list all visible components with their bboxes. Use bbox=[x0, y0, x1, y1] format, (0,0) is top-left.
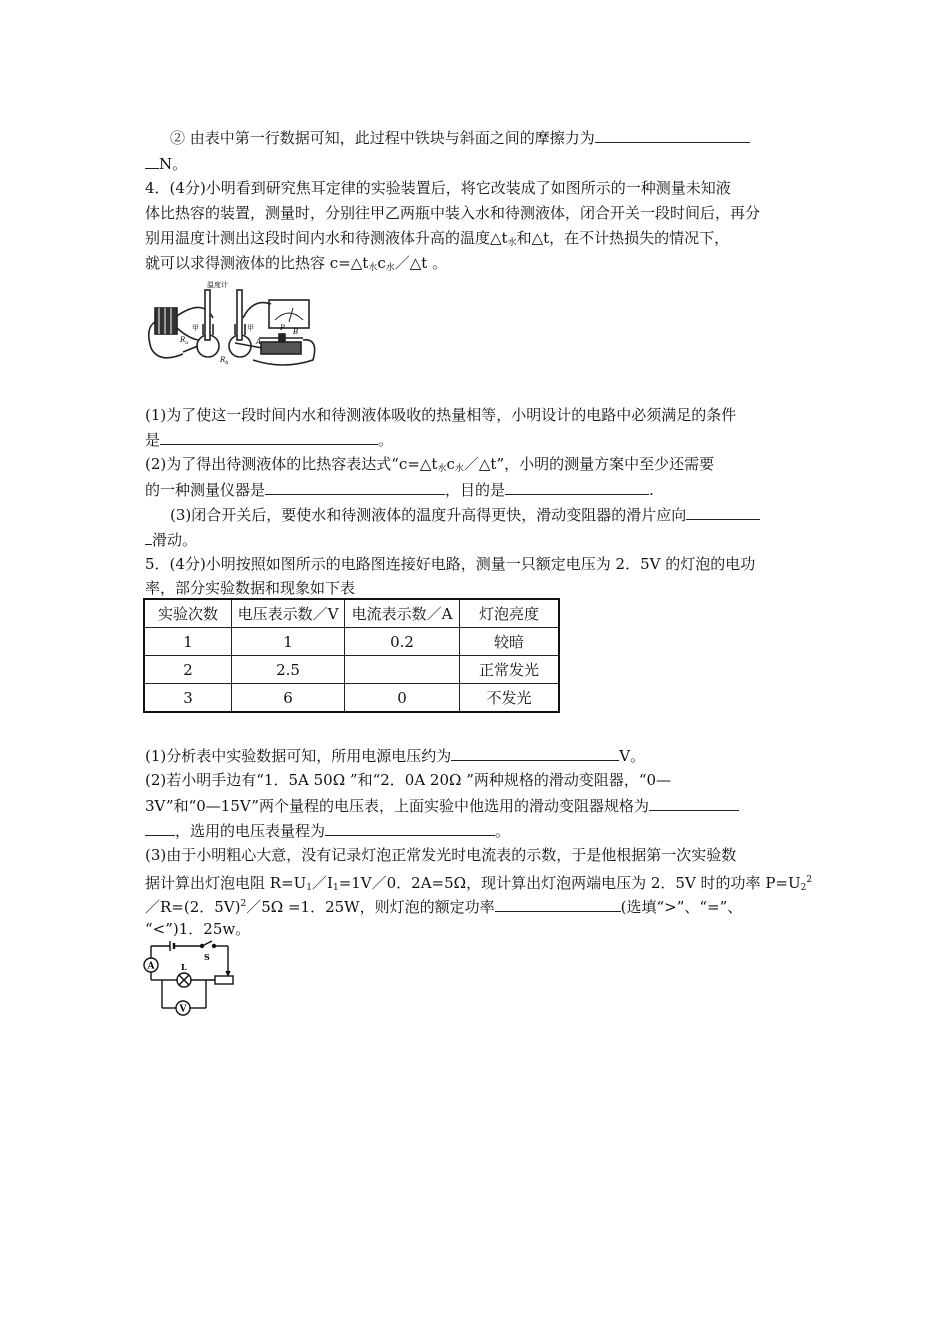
q4-stem-line2: 体比热容的装置，测量时，分别往甲乙两瓶中装入水和待测液体，闭合开关一段时间后，再分 bbox=[145, 204, 761, 222]
q4-part1-line1: (1)为了使这一段时间内水和待测液体吸收的热量相等，小明设计的电路中必须满足的条件 bbox=[145, 406, 737, 424]
table-cell: 2 bbox=[144, 656, 232, 684]
switch-label: S bbox=[204, 952, 210, 962]
q4-stem-line4: 就可以求得测液体的比热容 $c=\triangle t_水c_水/\triangle t$ 。 bbox=[145, 254, 448, 273]
table-cell: 6 bbox=[232, 684, 345, 713]
table-header: 电压表示数／V bbox=[232, 599, 345, 628]
q4-part2-line2: 的一种测量仪器是 ，目的是 . bbox=[145, 481, 654, 499]
table-cell bbox=[345, 656, 460, 684]
answer-blank[interactable] bbox=[160, 429, 378, 445]
answer-blank[interactable] bbox=[686, 504, 760, 520]
table-header-row bbox=[144, 599, 559, 628]
q5-stem-line2: 率，部分实验数据和现象如下表 bbox=[145, 579, 356, 597]
q5-stem-line1: 5．(4分)小明按照如图所示的电路图连接好电路，测量一只额定电压为 2．5V 的灯泡的电功 bbox=[145, 555, 756, 573]
terminal-p-label: P bbox=[280, 324, 285, 332]
meter-icon bbox=[269, 300, 309, 328]
table-row bbox=[144, 656, 559, 684]
q5-part2-line2: 3V”和“0—15V”两个量程的电压表，上面实验中他选用的滑动变阻器规格为 bbox=[145, 795, 739, 816]
table-header: 实验次数 bbox=[144, 599, 232, 628]
lamp-label: L bbox=[181, 962, 187, 972]
flask-yi-label: 甲 bbox=[247, 324, 254, 332]
q4-part1-line2: 是 。 bbox=[145, 431, 394, 449]
answer-blank[interactable] bbox=[505, 479, 649, 495]
answer-blank[interactable] bbox=[265, 479, 445, 495]
table-cell: 2.5 bbox=[232, 656, 345, 684]
table-cell: 不发光 bbox=[460, 684, 560, 713]
table-cell: 0.2 bbox=[345, 628, 460, 656]
q5-part3-line2: 据计算出灯泡电阻 $R=U_1/I_1=1V/0$．2A=5Ω，现计算出灯泡两端电压为 2．5V 时的功率 $P=U_2^2$ bbox=[145, 874, 813, 893]
thermometer-icon bbox=[205, 290, 210, 340]
table-cell: 1 bbox=[232, 628, 345, 656]
answer-blank[interactable] bbox=[145, 153, 159, 169]
table-row bbox=[144, 628, 559, 656]
answer-blank[interactable] bbox=[451, 745, 619, 761]
switch-icon bbox=[183, 346, 198, 352]
table-row bbox=[144, 684, 559, 713]
q4-part3-line1: (3)闭合开关后，要使水和待测液体的温度升高得更快，滑动变阻器的滑片应向 bbox=[170, 504, 760, 525]
ra-label: $R_a$ bbox=[180, 336, 189, 346]
table-cell: 较暗 bbox=[460, 628, 560, 656]
q4-stem-line1: 4．(4分)小明看到研究焦耳定律的实验装置后，将它改装成了如图所示的一种测量未知液 bbox=[145, 179, 731, 197]
voltmeter-label: V bbox=[179, 1004, 187, 1015]
flask-jia-label: 甲 bbox=[192, 324, 199, 332]
thermometer-icon bbox=[237, 290, 242, 340]
table-cell: 1 bbox=[144, 628, 232, 656]
q5-part1-line: (1)分析表中实验数据可知，所用电源电压约为 V。 bbox=[145, 747, 646, 765]
q5-part3-line3: ／R=(2．5V)$^2$／5Ω =1．25W，则灯泡的额定功率 (选填“>”、“=”、 bbox=[145, 898, 743, 916]
ammeter-label: A bbox=[147, 961, 155, 972]
experiment-table bbox=[143, 598, 560, 713]
terminal-b-label: B bbox=[293, 328, 299, 336]
apparatus-figure bbox=[143, 278, 323, 370]
q5-part3-line1: (3)由于小明粗心大意，没有记录灯泡正常发光时电流表的示数，于是他根据第一次实验数 bbox=[145, 846, 737, 864]
circuit-diagram bbox=[140, 938, 240, 1018]
answer-blank[interactable] bbox=[325, 820, 495, 836]
q4-stem-line3: 别用温度计测出这段时间内水和待测液体升高的温度$\triangle t_水$和△t，在不计热损失的情况下， bbox=[145, 229, 730, 248]
answer-blank[interactable] bbox=[595, 127, 750, 143]
answer-blank[interactable] bbox=[145, 820, 175, 836]
q4-part2-line1: (2)为了得出待测液体的比热容表达式“$c=\triangle t_水c_水/\triangle t$”，小明的测量方案中至少还需要 bbox=[145, 455, 715, 474]
answer-blank[interactable] bbox=[495, 896, 621, 912]
battery-icon bbox=[155, 308, 177, 334]
terminal-a-label: A bbox=[256, 338, 262, 346]
answer-blank[interactable] bbox=[145, 529, 152, 545]
rheostat-icon bbox=[261, 342, 301, 354]
q5-part2-line1: (2)若小明手边有“1．5A 50Ω ”和“2．0A 20Ω ”两种规格的滑动变阻器，“0— bbox=[145, 771, 672, 789]
q5-part2-line3: ，选用的电压表量程为 。 bbox=[145, 820, 510, 841]
q4-part3-line2: 滑动。 bbox=[145, 529, 197, 550]
table-cell: 正常发光 bbox=[460, 656, 560, 684]
table-cell: 0 bbox=[345, 684, 460, 713]
q3-part2-line2: N。 bbox=[145, 153, 187, 174]
rb-label: $R_b$ bbox=[220, 356, 229, 366]
table-cell: 3 bbox=[144, 684, 232, 713]
rheostat-icon bbox=[215, 976, 233, 984]
table-header: 电流表示数／A bbox=[345, 599, 460, 628]
q5-part3-line4: “<”)1．25w。 bbox=[145, 920, 251, 938]
q3-part2-line: ② 由表中第一行数据可知，此过程中铁块与斜面之间的摩擦力为 bbox=[170, 127, 750, 148]
answer-blank[interactable] bbox=[649, 795, 739, 811]
table-header: 灯泡亮度 bbox=[460, 599, 560, 628]
thermometer-label: 温度计 bbox=[207, 281, 228, 289]
